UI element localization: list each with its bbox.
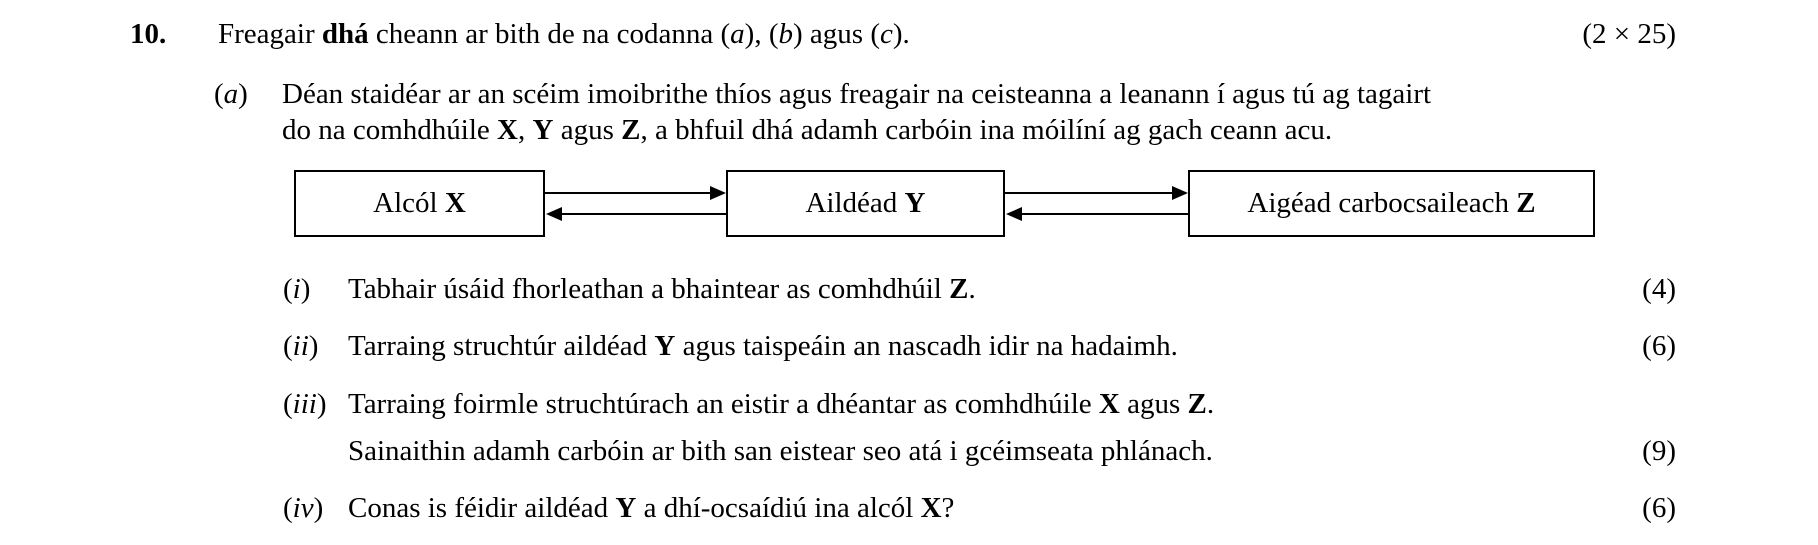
subpart-ii-label: (ii) <box>283 330 319 362</box>
subpart-i-text: Tabhair úsáid fhorleathan a bhaintear as comhdhúil Z. <box>348 273 976 305</box>
subpart-i-marks: (4) <box>1642 273 1676 305</box>
reverse-arrow-y-to-x <box>546 207 726 221</box>
forward-arrow-x-to-y <box>545 186 726 200</box>
subpart-iii-marks: (9) <box>1642 435 1676 467</box>
forward-arrow-y-to-z <box>1005 186 1188 200</box>
part-a-line1: Déan staidéar ar an scéim imoibrithe thíos agus freagair na ceisteanna a leanann í agus tú ag tagairt <box>282 78 1432 110</box>
scheme-box-carboxylic-acid-z: Aigéad carbocsaileach Z <box>1188 170 1595 237</box>
part-a-line2: do na comhdhúile X, Y agus Z, a bhfuil dhá adamh carbóin ina móilíní ag gach ceann acu. <box>282 114 1333 146</box>
subpart-iv-text: Conas is féidir aildéad Y a dhí-ocsaídiú ina alcól X? <box>348 492 955 524</box>
reverse-arrow-z-to-y <box>1006 207 1188 221</box>
subpart-iv-marks: (6) <box>1642 492 1676 524</box>
subpart-iii-label: (iii) <box>283 388 327 420</box>
subpart-i-label: (i) <box>283 273 311 305</box>
subpart-ii-text: Tarraing struchtúr aildéad Y agus taispeáin an nascadh idir na hadaimh. <box>348 330 1178 362</box>
subpart-ii-marks: (6) <box>1642 330 1676 362</box>
scheme-box-alcohol-x: Alcól X <box>294 170 545 237</box>
subpart-iii-text: Tarraing foirmle struchtúrach an eistir a dhéantar as comhdhúile X agus Z. <box>348 388 1215 420</box>
part-a-label: (a) <box>214 78 248 110</box>
question-intro: Freagair dhá cheann ar bith de na codanna (a), (b) agus (c). <box>218 18 910 50</box>
question-number: 10. <box>130 18 167 50</box>
subpart-iii-line2: Sainaithin adamh carbóin ar bith san eistear seo atá i gcéimseata phlánach. <box>348 435 1213 467</box>
scheme-box-aldehyde-y: Aildéad Y <box>726 170 1005 237</box>
question-marks: (2 × 25) <box>1582 18 1676 50</box>
subpart-iv-label: (iv) <box>283 492 324 524</box>
